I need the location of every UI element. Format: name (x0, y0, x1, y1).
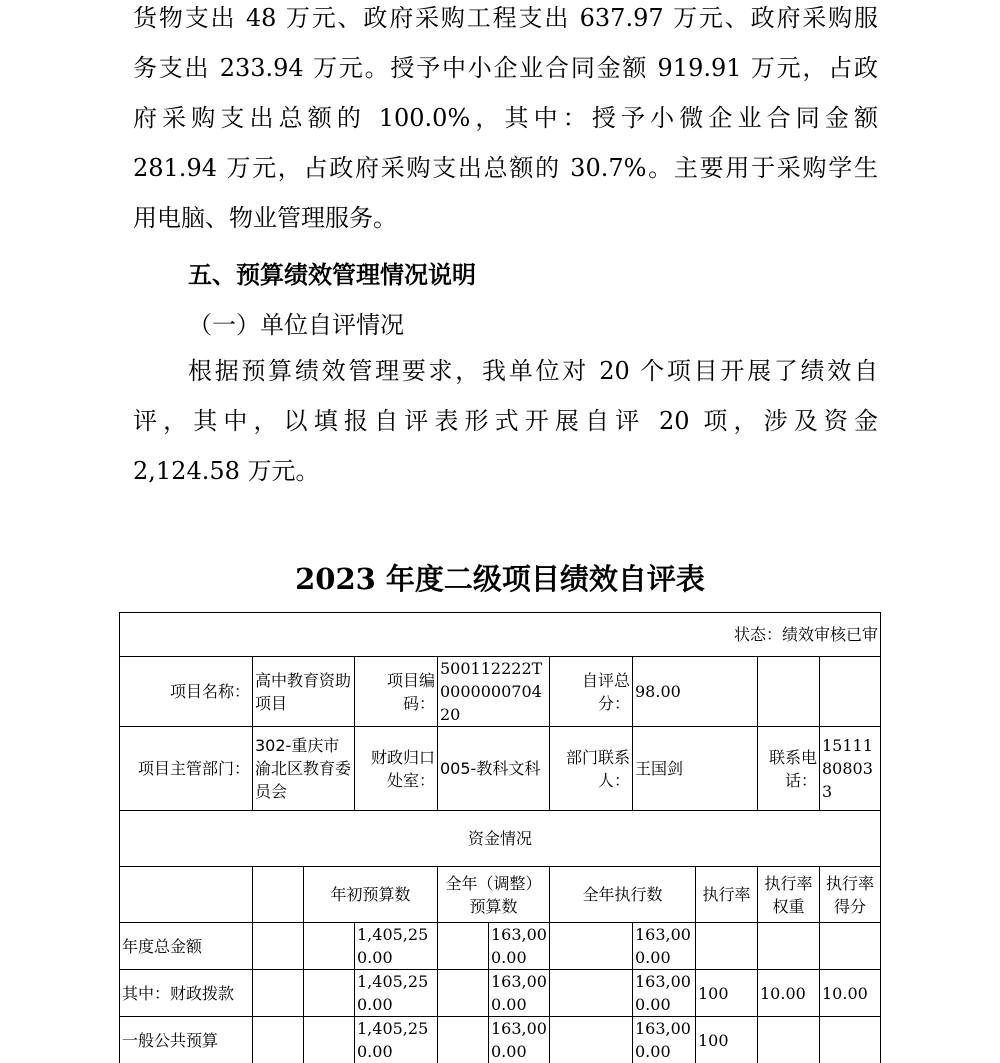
funds-section-header: 资金情况 (120, 811, 881, 867)
empty-cell (758, 657, 820, 727)
text-line: 评，其中，以填报自评表形式开展自评 20 项，涉及资金 (133, 396, 878, 446)
empty-cell (438, 1017, 489, 1063)
empty-cell (820, 657, 881, 727)
col-annual-execution: 全年执行数 (550, 867, 696, 923)
empty-cell (550, 970, 633, 1017)
row-label: 年度总金额 (120, 923, 253, 970)
empty-cell (304, 970, 355, 1017)
self-score-value: 98.00 (633, 657, 758, 727)
rate-score-value (820, 923, 881, 970)
text-line: 用电脑、物业管理服务。 (133, 193, 878, 243)
empty-cell (253, 923, 304, 970)
department-value: 302-重庆市渝北区教育委员会 (253, 727, 355, 811)
rate-weight-value (758, 923, 820, 970)
rate-score-value (820, 1017, 881, 1063)
row-label: 一般公共预算 (120, 1017, 253, 1063)
finance-office-label: 财政归口处室： (355, 727, 438, 811)
empty-cell (438, 970, 489, 1017)
col-rate-score: 执行率得分 (820, 867, 881, 923)
contact-label: 部门联系人： (550, 727, 633, 811)
col-initial-budget: 年初预算数 (304, 867, 438, 923)
empty-cell (550, 1017, 633, 1063)
table-title: 2023 年度二级项目绩效自评表 (0, 557, 1000, 598)
initial-budget-value: 1,405,250.00 (355, 1017, 438, 1063)
empty-cell (550, 923, 633, 970)
row-label: 其中：财政拨款 (120, 970, 253, 1017)
executed-value: 163,000.00 (633, 1017, 696, 1063)
executed-value: 163,000.00 (633, 923, 696, 970)
initial-budget-value: 1,405,250.00 (355, 970, 438, 1017)
paragraph-procurement (133, 0, 878, 243)
empty-cell (304, 1017, 355, 1063)
empty-cell (304, 923, 355, 970)
finance-office-value: 005-教科文科 (438, 727, 550, 811)
subsection-heading: （一）单位自评情况 (188, 305, 404, 340)
rate-weight-value: 10.00 (758, 970, 820, 1017)
text-line: 务支出 233.94 万元。授予中小企业合同金额 919.91 万元，占政 (133, 43, 878, 93)
project-code-label: 项目编码： (355, 657, 438, 727)
phone-label: 联系电话： (758, 727, 820, 811)
execution-rate-value: 100 (696, 970, 758, 1017)
empty-cell (438, 923, 489, 970)
rate-weight-value (758, 1017, 820, 1063)
text-line: 货物支出 48 万元、政府采购工程支出 637.97 万元、政府采购服 (133, 0, 878, 43)
initial-budget-value: 1,405,250.00 (355, 923, 438, 970)
annual-budget-value: 163,000.00 (489, 1017, 550, 1063)
col-annual-budget: 全年（调整）预算数 (438, 867, 550, 923)
col-execution-rate: 执行率 (696, 867, 758, 923)
text-line: 281.94 万元，占政府采购支出总额的 30.7%。主要用于采购学生 (133, 143, 878, 193)
status-badge: 状态：绩效审核已审 (120, 613, 881, 657)
department-label: 项目主管部门： (120, 727, 253, 811)
section-heading: 五、预算绩效管理情况说明 (188, 255, 476, 290)
rate-score-value: 10.00 (820, 970, 881, 1017)
contact-value: 王国剑 (633, 727, 758, 811)
self-score-label: 自评总分： (550, 657, 633, 727)
execution-rate-value: 100 (696, 1017, 758, 1063)
text-line: 根据预算绩效管理要求，我单位对 20 个项目开展了绩效自 (133, 346, 878, 396)
empty-cell (253, 970, 304, 1017)
col-rate-weight: 执行率权重 (758, 867, 820, 923)
empty-cell (120, 867, 253, 923)
text-line: 2,124.58 万元。 (133, 446, 878, 496)
empty-cell (253, 867, 304, 923)
annual-budget-value: 163,000.00 (489, 923, 550, 970)
empty-cell (253, 1017, 304, 1063)
performance-evaluation-table (119, 612, 881, 1063)
annual-budget-value: 163,000.00 (489, 970, 550, 1017)
executed-value: 163,000.00 (633, 970, 696, 1017)
phone-value: 15111808033 (820, 727, 881, 811)
project-name-value: 高中教育资助项目 (253, 657, 355, 727)
project-name-label: 项目名称： (120, 657, 253, 727)
text-line: 府采购支出总额的 100.0%，其中：授予小微企业合同金额 (133, 93, 878, 143)
execution-rate-value (696, 923, 758, 970)
project-code-value: 500112222T000000070420 (438, 657, 550, 727)
paragraph-self-evaluation (133, 346, 878, 496)
